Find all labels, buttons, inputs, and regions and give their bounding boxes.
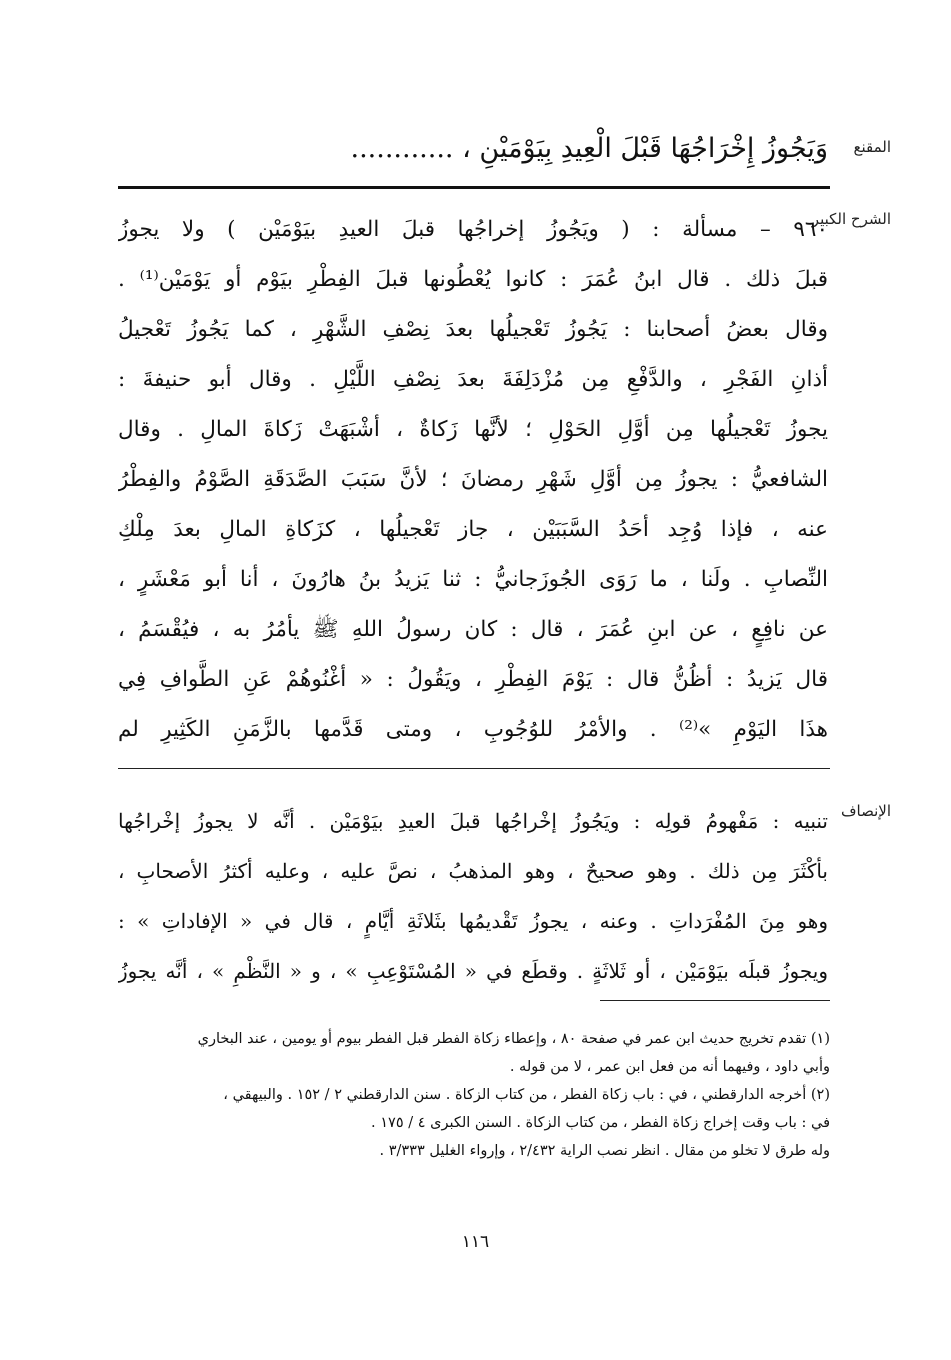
sharh-line: هذَا اليَوْمِ »⁽²⁾ . والأمْرُ للوُجُوبِ ، ومتى قَدَّمها بالزَّمَنِ الكَثِيرِ لم bbox=[118, 717, 828, 742]
insaf-text bbox=[118, 796, 828, 996]
muqni-line: وَيَجُوزُ إِخْرَاجُهَا قَبْلَ الْعِيدِ بِيَوْمَيْنِ ، ............ bbox=[350, 133, 828, 164]
section-divider-thin bbox=[118, 768, 830, 769]
sharh-line: الشافعيُّ : يجوزُ مِن أوَّلِ شَهْرِ رمضانَ ؛ لأنَّ سَبَبَ الصَّدَقَةِ الصَّوْمُ والفِطْرُ bbox=[118, 467, 828, 492]
sharh-line: وقال بعضُ أصحابنا : يَجُوزُ تَعْجيلُها بعدَ نِصْفِ الشَّهْرِ ، كما يَجُوزُ تَعْجيلُ bbox=[118, 317, 828, 342]
insaf-line: بأكْثَرَ مِن ذلك . وهو صحيحٌ ، وهو المذهبُ ، نصَّ عليه ، وعليه أكثرُ الأصحابِ ، bbox=[118, 859, 828, 883]
sharh-line: يجوزُ تَعْجيلُها مِن أوَّلِ الحَوْلِ ؛ لأنَّها زَكاةٌ ، أشْبَهَتْ زَكاةَ المالِ . وقال bbox=[118, 417, 828, 442]
footnote-divider bbox=[600, 1000, 830, 1001]
footnote-line: (٢) أخرجه الدارقطني ، في : باب زكاة الفطر ، من كتاب الزكاة . سنن الدارقطني ٢ / ١٥٢ . والبيهقي ، bbox=[223, 1087, 830, 1103]
muqni-text bbox=[118, 126, 828, 172]
footnotes bbox=[118, 1025, 830, 1165]
footnote-line: وأبي داود ، وفيهما أنه من فعل ابن عمر ، لا من قوله . bbox=[509, 1059, 830, 1075]
footnote-line: وله طرق لا تخلو من مقال . انظر نصب الراية ٢/٤٣٢ ، وإرواء الغليل ٣/٣٣٣ . bbox=[379, 1143, 830, 1159]
footnote-line: (١) تقدم تخريج حديث ابن عمر في صفحة ٨٠ ، وإعطاء زكاة الفطر قبل الفطر بيوم أو يومين ، عند البخاري bbox=[197, 1031, 830, 1047]
sharh-line: عنه ، فإذا وُجِد أحَدُ السَّبَبَيْن ، جاز تَعْجيلُها ، كزَكاةِ المالِ بعدَ مِلْكِ bbox=[118, 517, 828, 542]
insaf-line: تنبيه : مَفْهومُ قولِه : ويَجُوزُ إخْراجُها قبلَ العيدِ بيَوْمَيْن . أنَّه لا يجوزُ إخْراجُها bbox=[118, 809, 828, 833]
insaf-line: وهو مِنَ المُفْرَداتِ . وعنه ، يجوزُ تَقْديمُها بثَلاثَةِ أيَّامٍ ، قال في « الإفاداتِ » : bbox=[118, 909, 828, 933]
sharh-line: قبلَ ذلك . قال ابنُ عُمَرَ : كانوا يُعْطُونها قبلَ الفِطْرِ بيَوْم أو يَوْمَيْن⁽¹⁾ . bbox=[118, 267, 828, 292]
label-insaf: الإنصاف bbox=[840, 802, 891, 820]
label-sharh: الشرح الكبير bbox=[811, 210, 891, 228]
sharh-line: أذانِ الفَجْرِ ، والدَّفْعِ مِن مُزْدَلِفَةَ بعدَ نِصْفِ اللَّيْلِ . وقال أبو حنيفةَ : bbox=[118, 367, 828, 392]
sharh-line: النِّصابِ . ولَنا ، ما رَوَى الجُوزَجانيُّ : ثنا يَزيدُ بنُ هارُونَ ، أنا أبو مَعْشَرٍ ، bbox=[118, 567, 828, 592]
label-muqni: المقنع bbox=[853, 138, 891, 156]
sharh-line: ٩٦٠ – مسألة : ( ويَجُوزُ إخراجُها قبلَ العيدِ بيَوْمَيْن ) ولا يجوزُ bbox=[118, 217, 828, 242]
sharh-line: قال يَزيدُ : أظُنُّ قال : يَوْمَ الفِطْرِ ، ويَقُولُ : « أغْنُوهُمْ عَنِ الطَّوافِ فِي bbox=[118, 667, 828, 692]
footnote-line: في : باب وقت إخراج زكاة الفطر ، من كتاب الزكاة . السنن الكبرى ٤ / ١٧٥ . bbox=[371, 1115, 830, 1131]
insaf-line: ويجوزُ قبلَه بيَوْمَيْن ، أو ثَلاثَةٍ . وقطَع في « المُسْتَوْعِبِ » ، و « النَّظْمِ » ، أنَّه يجوزُ bbox=[118, 959, 828, 983]
sharh-line: عن نافِعٍ ، عن ابنِ عُمَرَ ، قال : كان رسولُ اللهِ ﷺ يأمُرُ به ، فيُقْسَمُ ، bbox=[118, 617, 828, 642]
section-divider-thick bbox=[118, 186, 830, 189]
sharh-text bbox=[118, 205, 828, 755]
page-number: ١١٦ bbox=[461, 1232, 490, 1252]
